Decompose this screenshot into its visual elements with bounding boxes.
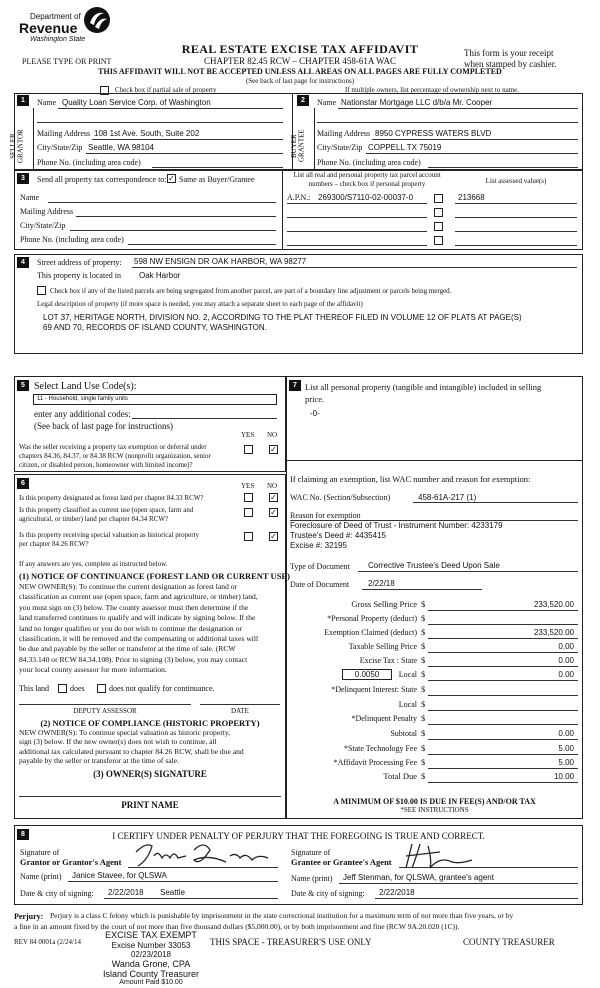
legal-description-label: Legal description of property (if more space is needed, you may attach a separate sheet to each page of the affidavit) xyxy=(37,300,363,308)
fee-label: Taxable Selling Price xyxy=(348,642,417,651)
fee-label: Total Due xyxy=(383,771,417,781)
list-parcel-line2: numbers – check box if personal property xyxy=(308,180,426,188)
receipt-line2: when stamped by cashier. xyxy=(464,59,557,69)
deputy-date-label: DATE xyxy=(231,707,249,715)
fee-value[interactable]: 5.00 xyxy=(558,758,574,767)
section-4-badge: 4 xyxy=(17,257,29,268)
partial-sale-label: Check box if partial sale of property xyxy=(115,86,217,94)
treasurer-use-only: THIS SPACE - TREASURER'S USE ONLY xyxy=(210,937,372,947)
wac-value[interactable]: 458-61A-217 (1) xyxy=(418,493,477,502)
land-use-label: Select Land Use Code(s): xyxy=(34,381,137,392)
fee-dollar-sign: $ xyxy=(421,599,426,609)
s6-q2-line2: agricultural, or timber) land per chapter 84.34 RCW? xyxy=(19,515,169,523)
s6-q1: Is this property designated as forest land per chapter 84.33 RCW? xyxy=(19,494,204,502)
see-back: (See back of last page for instructions) xyxy=(245,77,355,85)
dept-line1: Department of xyxy=(30,12,81,21)
section-2-badge: 2 xyxy=(297,95,309,106)
street-address[interactable]: 598 NW ENSIGN DR OAK HARBOR, WA 98277 xyxy=(134,257,307,266)
fee-label: Gross Selling Price xyxy=(351,599,417,609)
minimum-due-note: A MINIMUM OF $10.00 IS DUE IN FEE(S) AND/OR TAX xyxy=(333,797,536,806)
notice-continuance-line: land transferred continues to qualify and will indicate by signing below. If the xyxy=(19,613,256,623)
notice-compliance-title: (2) NOTICE OF COMPLIANCE (HISTORIC PROPERTY) xyxy=(40,718,260,728)
seller-side-label: SELLER GRANTOR xyxy=(9,129,25,163)
located-in[interactable]: Oak Harbor xyxy=(139,271,181,280)
stamp-line1: EXCISE TAX EXEMPT xyxy=(105,930,197,940)
corr-name-label: Name xyxy=(20,193,40,202)
grantee-date-city-label: Date & city of signing: xyxy=(291,889,365,898)
doc-date-value[interactable]: 2/22/18 xyxy=(368,579,395,588)
form-title: REAL ESTATE EXCISE TAX AFFIDAVIT xyxy=(181,42,419,56)
notice-continuance-line: classification, it will be removed and the compensating or additional taxes will xyxy=(19,634,259,643)
perjury-line2: a fine in an amount fixed by the court of not more than five thousand dollars ($5,000.00), or by both imprisonment and fine (RCW 9A.20.020 (1C)). xyxy=(14,922,460,931)
fee-dollar-sign: $ xyxy=(421,743,426,753)
fee-value[interactable]: 0.00 xyxy=(558,729,574,738)
notice-compliance-line: NEW OWNER(S): To continue special valuation as historic property, xyxy=(19,728,231,737)
grantor-name[interactable]: Janice Stavee, for QLSWA xyxy=(72,871,167,880)
fee-dollar-sign: $ xyxy=(421,713,426,723)
please-type: PLEASE TYPE OR PRINT xyxy=(22,57,112,66)
corr-mailing-label: Mailing Address xyxy=(20,207,74,216)
fee-value[interactable]: 233,520.00 xyxy=(533,600,574,609)
buyer-mailing[interactable]: 8950 CYPRESS WATERS BLVD xyxy=(375,129,492,138)
does-not-checkbox[interactable] xyxy=(97,684,106,693)
personal-property-line2: price. xyxy=(305,394,325,404)
fee-label: Subtotal xyxy=(390,729,417,738)
county-treasurer: COUNTY TREASURER xyxy=(463,937,555,947)
fee-value[interactable]: 0.00 xyxy=(558,670,574,679)
fee-dollar-sign: $ xyxy=(421,728,426,738)
form-revision: REV 84 0001a (2/24/14 xyxy=(14,938,81,946)
notice-compliance-line: payable by the seller or transferor at the time of sale. xyxy=(19,756,180,766)
fee-value[interactable]: 0.00 xyxy=(558,642,574,651)
section-5-badge: 5 xyxy=(17,380,29,391)
grantee-sig-of: Signature of xyxy=(291,848,331,857)
buyer-city[interactable]: COPPELL TX 75019 xyxy=(368,143,442,152)
legal-description-line2[interactable]: 69 AND 70, RECORDS OF ISLAND COUNTY, WASHINGTON. xyxy=(43,323,267,332)
deputy-assessor-label: DEPUTY ASSESSOR xyxy=(73,707,137,715)
tax-rate-value[interactable]: 0.0050 xyxy=(354,670,380,679)
s5-yes-label: YES xyxy=(241,431,255,439)
fee-dollar-sign: $ xyxy=(421,613,426,623)
s6-yes-label: YES xyxy=(241,482,255,490)
s6-if-yes: If any answers are yes, complete as instructed below. xyxy=(19,560,168,568)
grantor-city[interactable]: Seattle xyxy=(160,888,185,897)
fee-dollar-sign: $ xyxy=(421,757,426,767)
grantee-name-label: Name (print) xyxy=(291,874,333,883)
fee-label: Excise Tax : State xyxy=(359,656,417,665)
see-instructions: *SEE INSTRUCTIONS xyxy=(400,806,469,814)
grantee-name[interactable]: Jeff Stenman, for QLSWA, grantee's agent xyxy=(343,873,494,882)
grantor-date-city-label: Date & city of signing: xyxy=(20,889,94,898)
assessed-value[interactable]: 213668 xyxy=(458,193,485,202)
grantor-signature[interactable] xyxy=(130,840,280,875)
segregated-label: Check box if any of the listed parcels are being segregated from another parcel, are part of a boundary line adjustment or parcels being merged. xyxy=(50,287,452,295)
section-8-badge: 8 xyxy=(17,829,29,840)
apn-label: A.P.N.: xyxy=(287,193,311,202)
notice-continuance-line: be due and payable by the seller or transferor at the time of sale. (RCW xyxy=(19,644,236,654)
notice-continuance-line: NEW OWNER(S): To continue the current designation as forest land or xyxy=(19,582,238,591)
form-warning: THIS AFFIDAVIT WILL NOT BE ACCEPTED UNLESS ALL AREAS ON ALL PAGES ARE FULLY COMPLETED xyxy=(98,67,502,76)
this-land-label: This land xyxy=(19,684,49,693)
stamp-line3: 02/23/2018 xyxy=(130,950,172,959)
same-as-buyer-checkbox[interactable]: ✓ xyxy=(168,174,175,183)
personal-property-line1: List all personal property (tangible and intangible) included in selling xyxy=(305,382,542,392)
personal-property-value[interactable]: -0- xyxy=(310,409,320,418)
certify-statement: I CERTIFY UNDER PENALTY OF PERJURY THAT THE FOREGOING IS TRUE AND CORRECT. xyxy=(112,831,485,841)
s5-question-line1: Was the seller receiving a property tax exemption or deferral under xyxy=(19,443,207,451)
s5-no-checkbox[interactable]: ✓ xyxy=(270,445,277,454)
s6-q2-line1: Is this property classified as current use (open space, farm and xyxy=(19,506,194,514)
grantee-date[interactable]: 2/22/2018 xyxy=(379,888,415,897)
does-not-label: does not qualify for continuance. xyxy=(109,684,215,693)
buyer-side-label: BUYER GRANTEE xyxy=(290,129,306,163)
s6-q2-yes-checkbox[interactable] xyxy=(244,508,253,517)
reason-line3[interactable]: Excise #: 32195 xyxy=(290,541,347,550)
same-as-buyer-label: Same as Buyer/Grantee xyxy=(179,175,255,184)
fee-dollar-sign: $ xyxy=(421,627,426,637)
fee-dollar-sign: $ xyxy=(421,641,426,651)
seller-name-label: Name xyxy=(37,98,57,107)
parcel-personal-checkbox-1[interactable] xyxy=(434,194,443,203)
buyer-mailing-label: Mailing Address xyxy=(317,129,371,138)
notice-compliance-line: sign (3) below. If the new owner(s) does not wish to continue, all xyxy=(19,737,217,747)
parcel-personal-checkbox-4[interactable] xyxy=(434,236,443,245)
s6-q1-no-checkbox[interactable]: ✓ xyxy=(270,493,277,502)
street-address-label: Street address of property: xyxy=(37,258,122,267)
receipt-line1: This form is your receipt xyxy=(464,48,554,58)
doc-date-label: Date of Document xyxy=(290,580,350,589)
notice-compliance-line: additional tax calculated pursuant to chapter 84.26 RCW, shall be due and xyxy=(19,746,244,756)
stamp-line6: Amount Paid $10.00 xyxy=(119,979,183,986)
notice-continuance-title: (1) NOTICE OF CONTINUANCE (FOREST LAND OR CURRENT USE) xyxy=(19,571,290,581)
revenue-logo-icon xyxy=(82,5,112,35)
assessed-value-label: List assessed value(s) xyxy=(485,177,547,185)
s6-q3-line1: Is this property receiving special valuation as historical property xyxy=(19,531,200,539)
notice-continuance-line: 84.33.140 or RCW 84.34.108). Prior to signing (3) below, you may contact xyxy=(19,654,248,664)
fee-label: Local xyxy=(398,700,417,709)
land-use-value[interactable]: 11 - Household, single family units xyxy=(37,396,128,402)
buyer-name-label: Name xyxy=(317,98,337,107)
located-in-label: This property is located in xyxy=(37,271,121,280)
dept-line2: Revenue xyxy=(19,20,78,36)
does-label: does xyxy=(70,684,85,693)
notice-continuance-line: land no longer qualifies or you do not wish to continue the designation or xyxy=(19,623,242,633)
additional-codes-label: enter any additional codes: xyxy=(34,409,131,419)
apn-value[interactable]: 269300/S7110-02-00037-0 xyxy=(318,193,414,202)
s6-no-label: NO xyxy=(267,482,278,490)
fee-dollar-sign: $ xyxy=(421,655,426,665)
perjury-label: Perjury: xyxy=(14,912,44,921)
s5-no-label: NO xyxy=(267,431,278,439)
does-checkbox[interactable] xyxy=(58,684,67,693)
owner-signature-label: (3) OWNER(S) SIGNATURE xyxy=(93,769,207,779)
fee-label: Exemption Claimed (deduct) xyxy=(324,628,417,637)
fee-label: *Delinquent Interest: State xyxy=(331,685,417,694)
notice-continuance-line: classification as current use (open space, farm and agriculture, or timber) land, xyxy=(19,592,258,602)
exemption-question: If claiming an exemption, list WAC number and reason for exemption: xyxy=(290,474,531,484)
seller-name[interactable]: Quality Loan Service Corp. of Washington xyxy=(62,98,211,107)
s6-q3-no-checkbox[interactable]: ✓ xyxy=(270,532,277,541)
reason-line2[interactable]: Trustee's Deed #: 4435415 xyxy=(290,531,386,540)
perjury-line1: Perjury is a class C felony which is punishable by imprisonment in the state correctional institution for a maximum term of not more than five years, or by xyxy=(50,911,514,920)
section-6-badge: 6 xyxy=(17,478,29,489)
fee-label: *Delinquent Penalty xyxy=(351,714,417,723)
s6-q1-yes-checkbox[interactable] xyxy=(244,493,253,502)
reason-label: Reason for exemption xyxy=(290,511,361,520)
fee-value[interactable]: 233,520.00 xyxy=(533,628,574,637)
parcel-personal-checkbox-3[interactable] xyxy=(434,222,443,231)
fee-label: *State Technology Fee xyxy=(343,744,417,753)
s6-q3-yes-checkbox[interactable] xyxy=(244,532,253,541)
fee-dollar-sign: $ xyxy=(421,771,426,781)
fee-value[interactable]: 5.00 xyxy=(558,744,574,753)
list-parcel-line1: List all real and personal property tax parcel account xyxy=(293,171,441,179)
stamp-line2: Excise Number 33053 xyxy=(111,941,191,950)
s6-q3-line2: per chapter 84.26 RCW? xyxy=(19,540,89,548)
seller-phone-label: Phone No. (including area code) xyxy=(37,158,141,167)
send-correspondence-label: Send all property tax correspondence to: xyxy=(37,175,167,184)
seller-city[interactable]: Seattle, WA 98104 xyxy=(88,143,154,152)
s6-q2-no-checkbox[interactable]: ✓ xyxy=(270,508,277,517)
land-use-see-back: (See back of last page for instructions) xyxy=(34,421,173,431)
fee-label: Local xyxy=(398,670,417,679)
dept-line3: Washington State xyxy=(30,36,86,43)
wac-label: WAC No. (Section/Subsection) xyxy=(290,493,391,502)
fee-dollar-sign: $ xyxy=(421,669,426,679)
legal-description-line1[interactable]: LOT 37, HERITAGE NORTH, DIVISION NO. 2, ACCORDING TO THE PLAT THEREOF FILED IN VOLUME 12 OF PLATS AT PAGE(S) xyxy=(43,313,522,322)
grantee-signature[interactable] xyxy=(400,838,490,873)
section-7-badge: 7 xyxy=(289,380,301,391)
corr-city-label: City/State/Zip xyxy=(20,221,66,230)
grantee-agent-label: Grantee or Grantee's Agent xyxy=(291,857,392,867)
fee-dollar-sign: $ xyxy=(421,684,426,694)
seller-mailing-label: Mailing Address xyxy=(37,129,91,138)
s5-question-line2: chapters 84.36, 84.37, or 84.38 RCW (nonprofit organization, senior xyxy=(19,452,211,460)
buyer-city-label: City/State/Zip xyxy=(317,143,363,152)
multiple-owners-note: If multiple owners, list percentage of ownership next to name. xyxy=(345,86,519,94)
notice-continuance-line: your local county assessor for more information. xyxy=(19,665,167,675)
fee-value[interactable]: 0.00 xyxy=(558,656,574,665)
section-1-badge: 1 xyxy=(17,95,29,106)
parcel-personal-checkbox-2[interactable] xyxy=(434,208,443,217)
fee-value[interactable]: 10.00 xyxy=(553,772,574,781)
doc-type-label: Type of Document xyxy=(290,562,350,571)
grantor-sig-of: Signature of xyxy=(20,848,60,857)
grantor-date[interactable]: 2/22/2018 xyxy=(108,888,144,897)
grantor-name-label: Name (print) xyxy=(20,872,62,881)
seller-mailing[interactable]: 108 1st Ave. South, Suite 202 xyxy=(94,129,200,138)
form-chapter: CHAPTER 82.45 RCW – CHAPTER 458-61A WAC xyxy=(204,56,396,66)
notice-continuance-line: you must sign on (3) below. The county assessor must then determine if the xyxy=(19,602,249,612)
grantor-agent-label: Grantor or Grantor's Agent xyxy=(20,857,122,867)
fee-dollar-sign: $ xyxy=(421,699,426,709)
segregated-checkbox[interactable] xyxy=(37,286,46,295)
stamp-line5: Island County Treasurer xyxy=(102,969,200,979)
doc-type-value[interactable]: Corrective Trustee's Deed Upon Sale xyxy=(368,561,500,570)
reason-line1[interactable]: Foreclosure of Deed of Trust - Instrument Number: 4233179 xyxy=(290,521,503,530)
section-3-badge: 3 xyxy=(17,173,29,184)
buyer-phone-label: Phone No. (including area code) xyxy=(317,158,421,167)
buyer-name[interactable]: Nationstar Mortgage LLC d/b/a Mr. Cooper xyxy=(341,98,493,107)
fee-label: *Affidavit Processing Fee xyxy=(333,758,417,767)
corr-phone-label: Phone No. (including area code) xyxy=(20,235,124,244)
s5-question-line3: citizen, or disabled person, homeowner with limited income)? xyxy=(19,461,193,469)
fee-label: *Personal Property (deduct) xyxy=(327,614,417,623)
stamp-line4: Wanda Grone, CPA xyxy=(111,959,191,969)
s5-yes-checkbox[interactable] xyxy=(244,445,253,454)
print-name-label: PRINT NAME xyxy=(121,800,179,810)
seller-city-label: City/State/Zip xyxy=(37,143,83,152)
